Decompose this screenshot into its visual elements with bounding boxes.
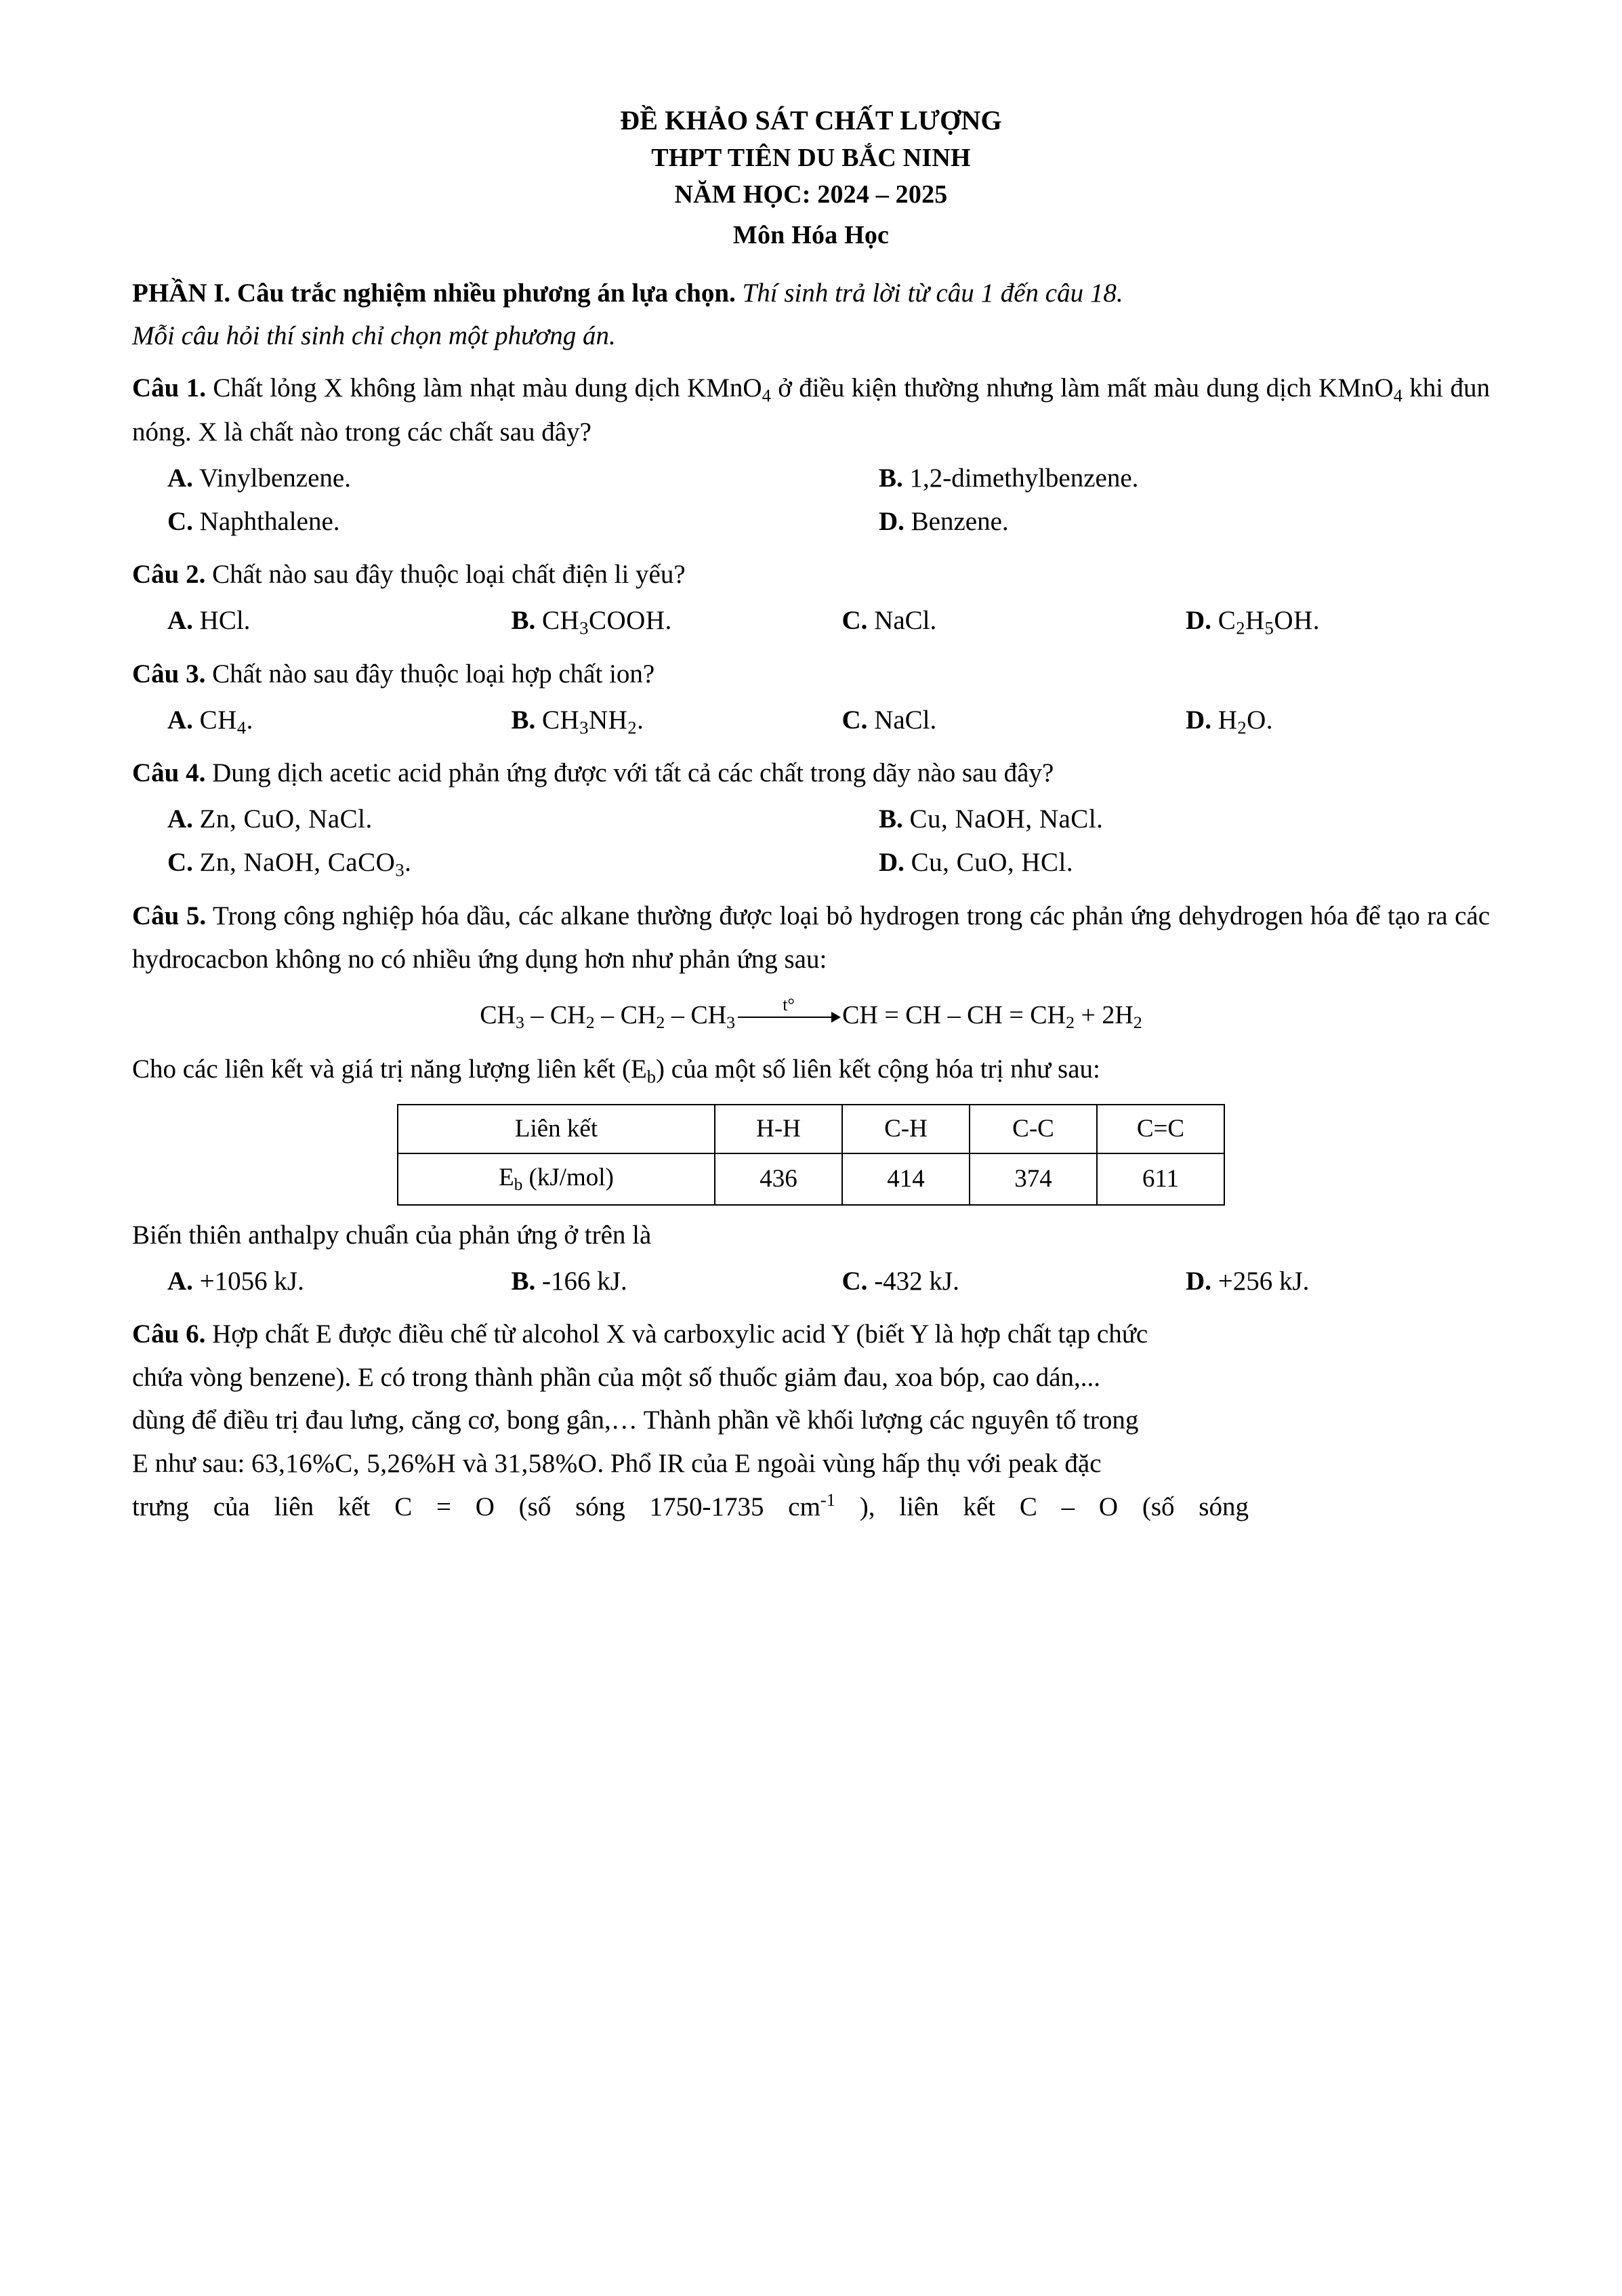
- option-key: D.: [879, 506, 904, 536]
- table-cell-bond-2: C-C: [970, 1105, 1097, 1153]
- option-text: $CH_3COOH$.: [542, 605, 672, 638]
- question-3-text: Chất nào sau đây thuộc loại hợp chất ion?: [212, 659, 655, 689]
- bond-intro-part1: Cho các liên kết và giá trị năng lượng liên kết: [132, 1054, 616, 1084]
- question-1-answer-row-1: [132, 457, 1490, 500]
- option-text: $CH_4$.: [199, 705, 253, 737]
- question-6-line2: chứa vòng benzene). E có trong thành phần của một số thuốc giảm đau, xoa bóp, cao dán,...: [132, 1362, 1101, 1392]
- bond-energy-table-wrap: [132, 1104, 1490, 1206]
- q6-w10: (số: [1142, 1492, 1175, 1522]
- option-text: $H_2O$.: [1218, 705, 1274, 737]
- question-4: [132, 752, 1490, 795]
- option-key: D.: [1186, 705, 1211, 735]
- document-header: [132, 102, 1490, 254]
- option-key: A.: [167, 1266, 193, 1296]
- question-1-answer-row-2: [132, 500, 1490, 544]
- question-5-option-c[interactable]: [842, 1260, 1186, 1303]
- q6-w2: của: [213, 1492, 250, 1522]
- header-title-line2: THPT TIÊN DU BẮC NINH: [651, 143, 971, 172]
- question-2-option-c[interactable]: [842, 599, 1186, 642]
- question-6-line4-and: và: [462, 1449, 488, 1479]
- question-1-answers: [132, 457, 1490, 544]
- option-text: +256 kJ.: [1218, 1266, 1310, 1296]
- bond-intro-part2: của một số liên kết cộng hóa trị như sau:: [671, 1054, 1100, 1084]
- question-3-option-a[interactable]: [167, 699, 512, 743]
- header-subject: Môn Hóa Học: [732, 220, 890, 249]
- question-5-answers: [132, 1260, 1490, 1303]
- question-5-answer-row: [132, 1260, 1490, 1303]
- q6-unit: [788, 1492, 835, 1521]
- question-3-answers: [132, 699, 1490, 743]
- question-1-text-part3: khi đun nóng. X là chất nào trong các chất sau đây?: [132, 373, 1490, 447]
- q6-unit-text: cm: [788, 1492, 820, 1522]
- question-6-line4: [132, 1442, 1490, 1485]
- table-cell-bond-header: Liên kết: [398, 1105, 715, 1153]
- part-one-heading: [132, 272, 1490, 314]
- option-key: D.: [879, 848, 904, 878]
- question-5-text: Trong công nghiệp hóa dầu, các alkane thường được loại bỏ hydrogen trong các phản ứng dehydrogen hóa để tạo ra các hydrocacbon không no có nhiều ứng dụng hơn như phản ứng sau:: [132, 901, 1491, 975]
- question-1-option-b[interactable]: [879, 457, 1489, 500]
- q6-w1: trưng: [132, 1492, 189, 1522]
- option-text: $C_2H_5OH$.: [1218, 605, 1321, 638]
- bond-intro-eb: $(E_b)$: [621, 1054, 665, 1087]
- question-3-answer-row: [132, 699, 1490, 743]
- option-key: B.: [879, 463, 903, 493]
- question-3: [132, 653, 1490, 696]
- q6-w11: sóng: [1199, 1492, 1249, 1522]
- question-1: [132, 367, 1490, 454]
- question-4-option-b[interactable]: [879, 798, 1489, 841]
- q6-unit-sup: -1: [820, 1490, 836, 1511]
- question-5-prompt: Biến thiên anthalpy chuẩn của phản ứng ở trên là: [132, 1220, 652, 1250]
- question-5-bond-intro: [132, 1048, 1490, 1092]
- q6-wavenumber-range: 1750-1735: [649, 1492, 764, 1522]
- question-4-label: Câu 4.: [132, 758, 206, 788]
- table-cell-eb-header: $E_b$ (kJ/mol): [398, 1153, 715, 1204]
- question-3-option-c[interactable]: [842, 699, 1186, 742]
- option-key: C.: [167, 506, 193, 536]
- part-one-title: PHẦN I. Câu trắc nghiệm nhiều phương án lựa chọn.: [132, 278, 736, 308]
- equation-right: CH = CH – CH = $CH_2 + 2H_2$: [842, 1001, 1142, 1033]
- question-5-label: Câu 5.: [132, 901, 207, 931]
- question-6-composition-o: 31,58%O: [494, 1449, 598, 1479]
- question-5-option-d[interactable]: [1186, 1260, 1490, 1303]
- equation-left: $CH_3 - CH_2 - CH_2 - CH_3$: [480, 1001, 736, 1033]
- option-key: B.: [879, 804, 903, 834]
- question-6-line3: dùng để điều trị đau lưng, căng cơ, bong gân,… Thành phần về khối lượng các nguyên tố trong: [132, 1406, 1139, 1435]
- option-text: HCl.: [199, 605, 251, 635]
- question-1-option-c[interactable]: [167, 500, 879, 544]
- option-text: Zn, CuO, NaCl.: [199, 804, 373, 834]
- question-6-line1: Hợp chất E được điều chế từ alcohol X và carboxylic acid Y (biết Y là hợp chất tạp chức: [212, 1319, 1148, 1349]
- question-1-text-part2: ở điều kiện thường nhưng làm mất màu dung dịch KMnO: [770, 373, 1394, 403]
- table-cell-value-2: 374: [970, 1153, 1097, 1204]
- table-cell-value-0: 436: [715, 1153, 842, 1204]
- option-key: A.: [167, 804, 193, 834]
- option-text: -432 kJ.: [874, 1266, 959, 1296]
- bond-energy-table: [397, 1104, 1225, 1206]
- question-6-composition-ch: 63,16%C, 5,26%H: [251, 1449, 457, 1479]
- option-text: Benzene.: [911, 506, 1009, 536]
- option-key: B.: [511, 605, 536, 635]
- question-6-line4-part1: E như sau:: [132, 1449, 245, 1479]
- reaction-arrow-icon: [738, 995, 839, 1018]
- option-key: B.: [511, 705, 536, 735]
- option-key: C.: [167, 848, 193, 878]
- question-4-answers: [132, 798, 1490, 885]
- q6-w6: sóng: [575, 1492, 625, 1522]
- header-school-year: NĂM HỌC: 2024 – 2025: [674, 180, 948, 209]
- question-2-option-b[interactable]: [512, 599, 842, 643]
- question-2-answers: [132, 599, 1490, 643]
- option-key: C.: [841, 1266, 868, 1296]
- option-text: NaCl.: [874, 605, 937, 635]
- question-1-sub2: 4: [1393, 385, 1402, 406]
- question-2-answer-row: [132, 599, 1490, 643]
- question-1-sub1: 4: [762, 385, 771, 406]
- q6-w9: kết: [963, 1492, 996, 1522]
- question-6: [132, 1313, 1490, 1356]
- option-key: A.: [167, 705, 193, 735]
- question-2-text: Chất nào sau đây thuộc loại chất điện li yếu?: [212, 559, 686, 589]
- option-text: Vinylbenzene.: [199, 463, 351, 493]
- question-4-option-d[interactable]: [879, 841, 1489, 884]
- q6-bond-co-double: C = O: [394, 1492, 495, 1522]
- question-1-text-part1: Chất lỏng X không làm nhạt màu dung dịch KMnO: [213, 373, 762, 403]
- question-5-equation: [132, 995, 1490, 1034]
- table-cell-bond-1: C-H: [842, 1105, 970, 1153]
- table-row: [398, 1153, 1224, 1204]
- question-6-line5: [132, 1485, 1490, 1529]
- question-1-text: [132, 373, 1490, 447]
- question-5-option-a[interactable]: [167, 1260, 512, 1303]
- question-6-label: Câu 6.: [132, 1319, 206, 1349]
- q6-w7: ),: [859, 1492, 875, 1522]
- question-1-label: Câu 1.: [132, 373, 206, 403]
- header-title-line1: ĐỀ KHẢO SÁT CHẤT LƯỢNG: [620, 105, 1002, 136]
- part-one-note: Thí sinh trả lời từ câu 1 đến câu 18.: [742, 278, 1123, 308]
- table-cell-bond-0: H-H: [715, 1105, 842, 1153]
- option-text: Naphthalene.: [199, 506, 340, 536]
- question-3-option-b[interactable]: [512, 699, 842, 743]
- question-3-label: Câu 3.: [132, 659, 206, 689]
- option-text: +1056 kJ.: [199, 1266, 304, 1296]
- question-4-option-c[interactable]: [167, 841, 879, 885]
- q6-w3: liên: [274, 1492, 314, 1522]
- q6-bond-co-single: C – O: [1019, 1492, 1119, 1522]
- part-one-note2-wrap: [132, 314, 1490, 357]
- option-key: D.: [1186, 605, 1211, 635]
- question-1-option-d[interactable]: [879, 500, 1489, 544]
- question-4-option-a[interactable]: [167, 798, 879, 841]
- option-text: Zn, NaOH, CaCO$_3$.: [199, 848, 412, 880]
- equation-arrow-label: t°: [783, 995, 795, 1015]
- option-key: D.: [1186, 1266, 1211, 1296]
- question-1-option-a[interactable]: [167, 457, 879, 500]
- option-key: A.: [167, 605, 193, 635]
- option-text: $CH_3NH_2$.: [542, 705, 644, 737]
- question-4-answer-row-1: [132, 798, 1490, 841]
- option-key: C.: [841, 705, 868, 735]
- table-cell-value-3: 611: [1097, 1153, 1224, 1204]
- question-5-option-b[interactable]: [512, 1260, 842, 1303]
- option-text: Cu, NaOH, NaCl.: [909, 804, 1104, 834]
- q6-w5: (số: [518, 1492, 552, 1522]
- table-row: [398, 1105, 1224, 1153]
- part-one-note2: Mỗi câu hỏi thí sinh chỉ chọn một phương án.: [132, 321, 616, 350]
- option-key: C.: [841, 605, 868, 635]
- option-text: 1,2-dimethylbenzene.: [909, 463, 1139, 493]
- question-2-label: Câu 2.: [132, 559, 206, 589]
- question-2-option-a[interactable]: [167, 599, 512, 642]
- question-2: [132, 553, 1490, 596]
- option-text: NaCl.: [874, 705, 937, 735]
- question-4-answer-row-2: [132, 841, 1490, 885]
- table-cell-bond-3: C=C: [1097, 1105, 1224, 1153]
- question-6-line4-part2: . Phổ IR của E ngoài vùng hấp thụ với peak đặc: [597, 1449, 1102, 1479]
- question-4-text: Dung dịch acetic acid phản ứng được với tất cả các chất trong dãy nào sau đây?: [212, 758, 1054, 788]
- question-3-option-d[interactable]: [1186, 699, 1490, 743]
- q6-w8: liên: [899, 1492, 939, 1522]
- q6-w4: kết: [337, 1492, 371, 1522]
- option-key: A.: [167, 463, 193, 493]
- question-2-option-d[interactable]: [1186, 599, 1490, 643]
- question-5: [132, 895, 1490, 981]
- table-cell-value-1: 414: [842, 1153, 970, 1204]
- option-text: -166 kJ.: [542, 1266, 627, 1296]
- option-key: B.: [511, 1266, 536, 1296]
- option-text: Cu, CuO, HCl.: [911, 848, 1074, 878]
